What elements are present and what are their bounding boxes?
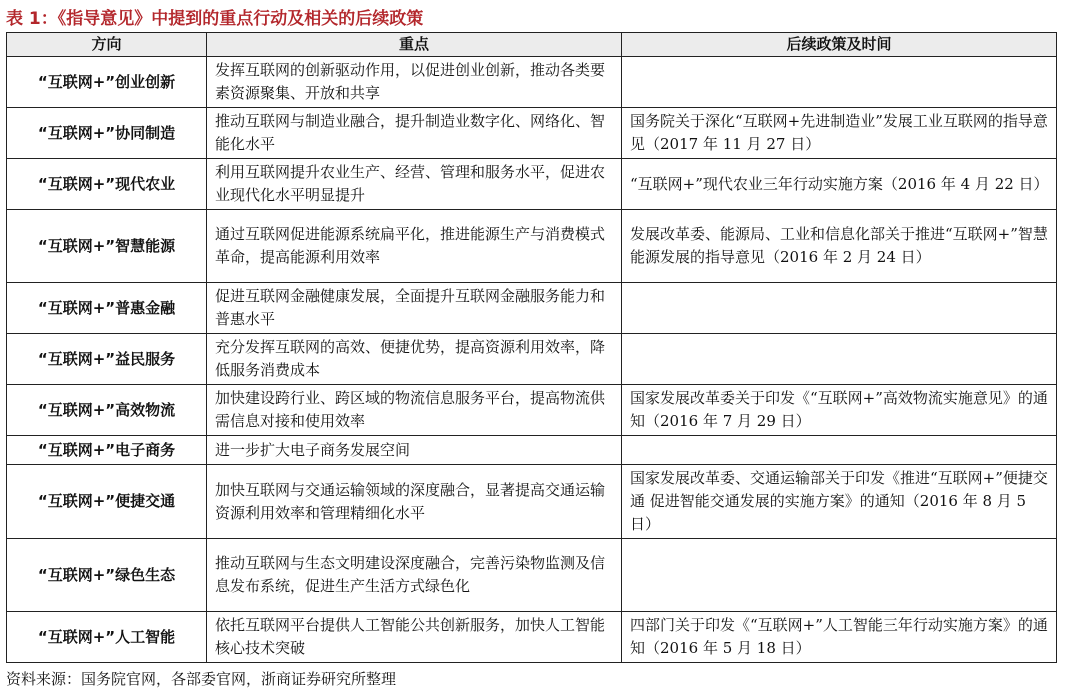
focus-cell: 推动互联网与制造业融合，提升制造业数字化、网络化、智能化水平 — [207, 108, 622, 159]
table-row — [7, 385, 1057, 436]
table-row — [7, 210, 1057, 283]
direction-cell: “互联网+”高效物流 — [7, 385, 207, 436]
table-row — [7, 539, 1057, 612]
table-row — [7, 465, 1057, 539]
direction-cell: “互联网+”普惠金融 — [7, 283, 207, 334]
policy-cell: 发展改革委、能源局、工业和信息化部关于推进“互联网+”智慧能源发展的指导意见（2016 年 2 月 24 日） — [622, 210, 1057, 283]
policy-cell: “互联网+”现代农业三年行动实施方案（2016 年 4 月 22 日） — [622, 159, 1057, 210]
table-row — [7, 436, 1057, 465]
policy-cell: 国家发展改革委、交通运输部关于印发《推进“互联网+”便捷交通 促进智能交通发展的实施方案》的通知（2016 年 8 月 5 日） — [622, 465, 1057, 539]
focus-cell: 推动互联网与生态文明建设深度融合，完善污染物监测及信息发布系统，促进生产生活方式绿色化 — [207, 539, 622, 612]
focus-cell: 促进互联网金融健康发展，全面提升互联网金融服务能力和普惠水平 — [207, 283, 622, 334]
table-caption: 表 1：《指导意见》中提到的重点行动及相关的后续政策 — [6, 9, 424, 29]
direction-cell: “互联网+”电子商务 — [7, 436, 207, 465]
direction-cell: “互联网+”协同制造 — [7, 108, 207, 159]
policy-cell — [622, 283, 1057, 334]
direction-cell: “互联网+”益民服务 — [7, 334, 207, 385]
direction-cell: “互联网+”创业创新 — [7, 57, 207, 108]
direction-cell: “互联网+”便捷交通 — [7, 465, 207, 539]
policy-table — [6, 32, 1057, 663]
direction-cell: “互联网+”绿色生态 — [7, 539, 207, 612]
header-focus: 重点 — [207, 33, 622, 57]
policy-cell: 国务院关于深化“互联网+先进制造业”发展工业互联网的指导意见（2017 年 11 月 27 日） — [622, 108, 1057, 159]
direction-cell: “互联网+”智慧能源 — [7, 210, 207, 283]
policy-cell — [622, 539, 1057, 612]
focus-cell: 进一步扩大电子商务发展空间 — [207, 436, 622, 465]
table-row — [7, 283, 1057, 334]
table-row — [7, 334, 1057, 385]
header-direction: 方向 — [7, 33, 207, 57]
table-row — [7, 612, 1057, 663]
policy-cell — [622, 436, 1057, 465]
table-row — [7, 108, 1057, 159]
source-note: 资料来源：国务院官网，各部委官网，浙商证券研究所整理 — [6, 670, 397, 688]
focus-cell: 加快互联网与交通运输领域的深度融合，显著提高交通运输资源利用效率和管理精细化水平 — [207, 465, 622, 539]
table-header-row — [7, 33, 1057, 57]
focus-cell: 发挥互联网的创新驱动作用，以促进创业创新，推动各类要素资源聚集、开放和共享 — [207, 57, 622, 108]
focus-cell: 充分发挥互联网的高效、便捷优势，提高资源利用效率，降低服务消费成本 — [207, 334, 622, 385]
policy-cell: 四部门关于印发《“互联网+”人工智能三年行动实施方案》的通知（2016 年 5 月 18 日） — [622, 612, 1057, 663]
focus-cell: 通过互联网促进能源系统扁平化，推进能源生产与消费模式革命，提高能源利用效率 — [207, 210, 622, 283]
direction-cell: “互联网+”现代农业 — [7, 159, 207, 210]
policy-cell — [622, 57, 1057, 108]
focus-cell: 利用互联网提升农业生产、经营、管理和服务水平，促进农业现代化水平明显提升 — [207, 159, 622, 210]
table-row — [7, 57, 1057, 108]
table-row — [7, 159, 1057, 210]
focus-cell: 依托互联网平台提供人工智能公共创新服务，加快人工智能核心技术突破 — [207, 612, 622, 663]
policy-cell — [622, 334, 1057, 385]
header-policy: 后续政策及时间 — [622, 33, 1057, 57]
policy-cell: 国家发展改革委关于印发《“互联网+”高效物流实施意见》的通知（2016 年 7 月 29 日） — [622, 385, 1057, 436]
focus-cell: 加快建设跨行业、跨区域的物流信息服务平台，提高物流供需信息对接和使用效率 — [207, 385, 622, 436]
direction-cell: “互联网+”人工智能 — [7, 612, 207, 663]
